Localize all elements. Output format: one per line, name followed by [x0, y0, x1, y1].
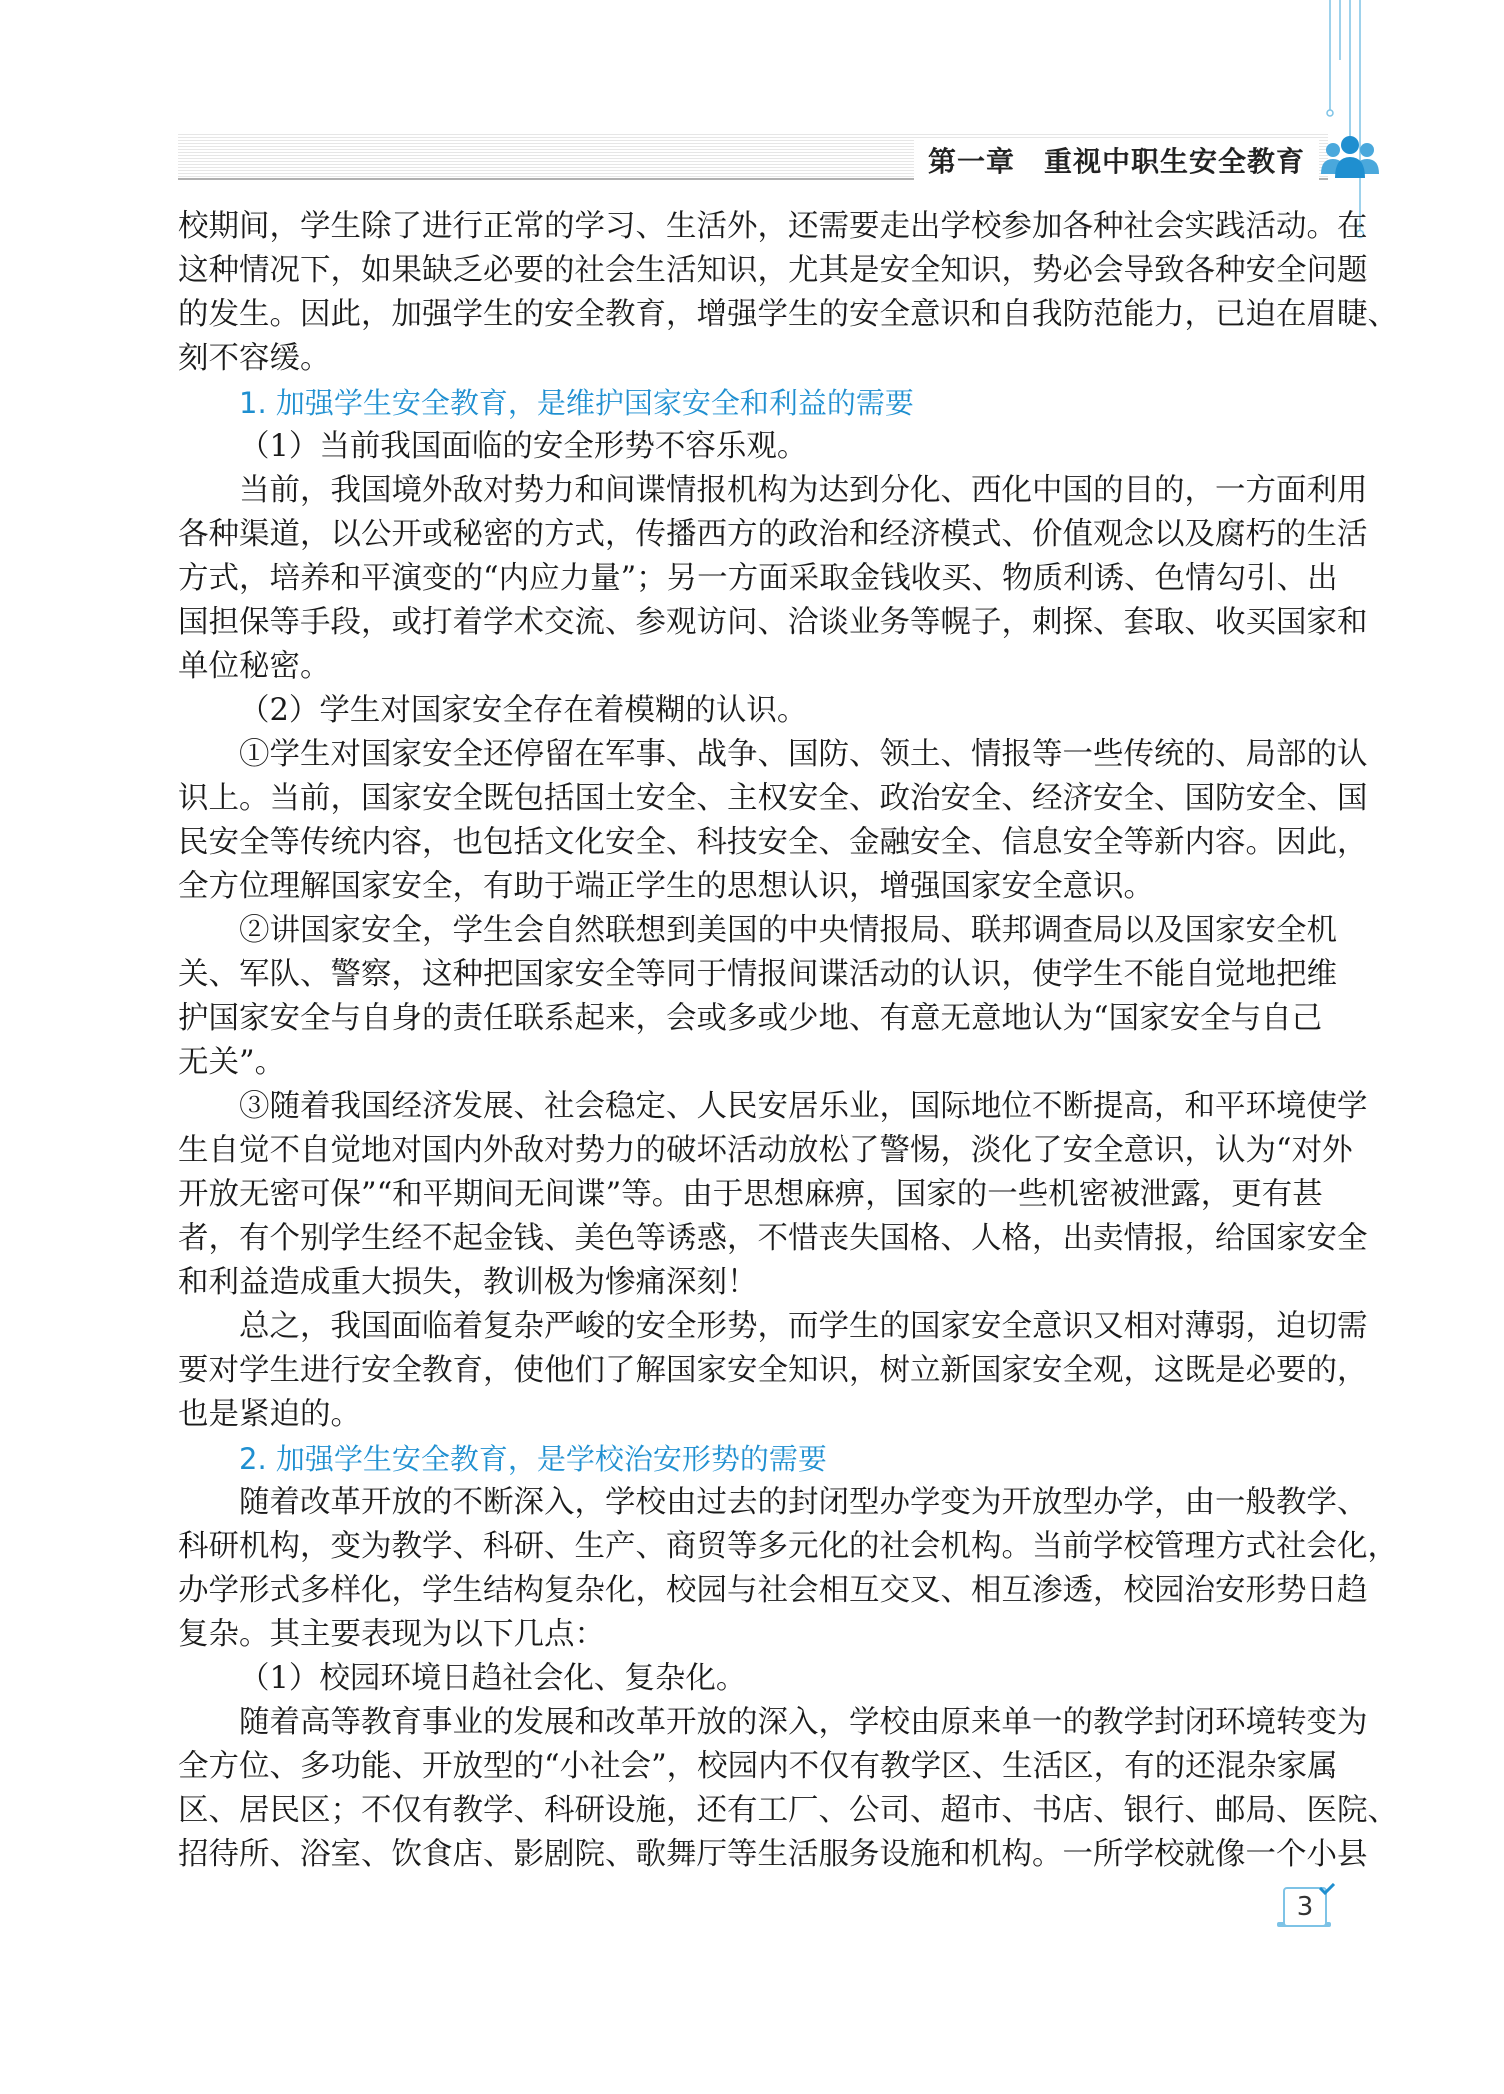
paragraph: [178, 469, 1368, 689]
text-line: 全方位理解国家安全，有助于端正学生的思想认识，增强国家安全意识。: [178, 869, 1154, 904]
text-line: 全方位、多功能、开放型的“小社会”，校园内不仅有教学区、生活区，有的还混杂家属: [178, 1749, 1338, 1784]
text-line: 关、军队、警察，这种把国家安全等同于情报间谍活动的认识，使学生不能自觉地把维: [178, 957, 1337, 992]
paragraph: [178, 1085, 1368, 1305]
text-line: 无关”。: [178, 1045, 286, 1080]
text-line: 开放无密可保”“和平期间无间谍”等。由于思想麻痹，国家的一些机密被泄露，更有甚: [178, 1177, 1323, 1212]
text-line: 要对学生进行安全教育，使他们了解国家安全知识，树立新国家安全观，这既是必要的，: [178, 1353, 1368, 1388]
paragraph: [178, 1701, 1398, 1877]
text-line: 单位秘密。: [178, 649, 331, 684]
paragraph: [178, 733, 1368, 909]
text-line: 招待所、浴室、饮食店、影剧院、歌舞厅等生活服务设施和机构。一所学校就像一个小县: [178, 1837, 1368, 1872]
paragraph: [178, 1481, 1398, 1657]
subsection-heading: （1）校园环境日趋社会化、复杂化。: [239, 1661, 747, 1696]
text-line: 复杂。其主要表现为以下几点：: [178, 1617, 605, 1652]
text-line: 科研机构，变为教学、科研、生产、商贸等多元化的社会机构。当前学校管理方式社会化，: [178, 1529, 1398, 1564]
chapter-title: 第一章 重视中职生安全教育: [914, 138, 1319, 184]
text-line: 各种渠道，以公开或秘密的方式，传播西方的政治和经济模式、价值观念以及腐朽的生活: [178, 517, 1368, 552]
check-icon: [1318, 1883, 1336, 1895]
text-line: 和利益造成重大损失，教训极为惨痛深刻！: [178, 1265, 758, 1300]
people-group-icon: [1318, 128, 1382, 188]
text-line: 国担保等手段，或打着学术交流、参观访问、洽谈业务等幌子，刺探、套取、收买国家和: [178, 605, 1368, 640]
text-line: ①学生对国家安全还停留在军事、战争、国防、领土、情报等一些传统的、局部的认: [239, 737, 1368, 772]
text-line: ③随着我国经济发展、社会稳定、人民安居乐业，国际地位不断提高，和平环境使学: [239, 1089, 1368, 1124]
text-line: 区、居民区；不仅有教学、科研设施，还有工厂、公司、超市、书店、银行、邮局、医院、: [178, 1793, 1398, 1828]
text-line: 刻不容缓。: [178, 341, 331, 376]
text-line: 识上。当前，国家安全既包括国土安全、主权安全、政治安全、经济安全、国防安全、国: [178, 781, 1368, 816]
subsection-heading: （2）学生对国家安全存在着模糊的认识。: [239, 693, 808, 728]
section-heading: 2. 加强学生安全教育，是学校治安形势的需要: [239, 1442, 827, 1476]
text-line: 办学形式多样化，学生结构复杂化，校园与社会相互交叉、相互渗透，校园治安形势日趋: [178, 1573, 1368, 1608]
paragraph: [178, 909, 1337, 1085]
text-line: 护国家安全与自身的责任联系起来，会或多或少地、有意无意地认为“国家安全与自己: [178, 1001, 1323, 1036]
text-line: 随着高等教育事业的发展和改革开放的深入，学校由原来单一的教学封闭环境转变为: [239, 1705, 1368, 1740]
text-line: 方式，培养和平演变的“内应力量”；另一方面采取金钱收买、物质利诱、色情勾引、出: [178, 561, 1338, 596]
page-body: [178, 205, 1398, 1877]
text-line: 者，有个别学生经不起金钱、美色等诱惑，不惜丧失国格、人格，出卖情报，给国家安全: [178, 1221, 1368, 1256]
text-line: ②讲国家安全，学生会自然联想到美国的中央情报局、联邦调查局以及国家安全机: [239, 913, 1337, 948]
text-line: 校期间，学生除了进行正常的学习、生活外，还需要走出学校参加各种社会实践活动。在: [178, 209, 1368, 244]
text-line: 总之，我国面临着复杂严峻的安全形势，而学生的国家安全意识又相对薄弱，迫切需: [239, 1309, 1368, 1344]
section-heading: 1. 加强学生安全教育，是维护国家安全和利益的需要: [239, 386, 914, 420]
text-line: 这种情况下，如果缺乏必要的社会生活知识，尤其是安全知识，势必会导致各种安全问题: [178, 253, 1368, 288]
page-number: 3: [1283, 1887, 1327, 1927]
text-line: 当前，我国境外敌对势力和间谍情报机构为达到分化、西化中国的目的，一方面利用: [239, 473, 1368, 508]
text-line: 也是紧迫的。: [178, 1397, 361, 1432]
subsection-heading: （1）当前我国面临的安全形势不容乐观。: [239, 429, 808, 464]
text-line: 的发生。因此，加强学生的安全教育，增强学生的安全意识和自我防范能力，已迫在眉睫、: [178, 297, 1398, 332]
text-line: 民安全等传统内容，也包括文化安全、科技安全、金融安全、信息安全等新内容。因此，: [178, 825, 1368, 860]
paragraph: [178, 205, 1398, 381]
text-line: 随着改革开放的不断深入，学校由过去的封闭型办学变为开放型办学，由一般教学、: [239, 1485, 1368, 1520]
paragraph: [178, 1305, 1368, 1437]
text-line: 生自觉不自觉地对国内外敌对势力的破坏活动放松了警惕，淡化了安全意识，认为“对外: [178, 1133, 1353, 1168]
